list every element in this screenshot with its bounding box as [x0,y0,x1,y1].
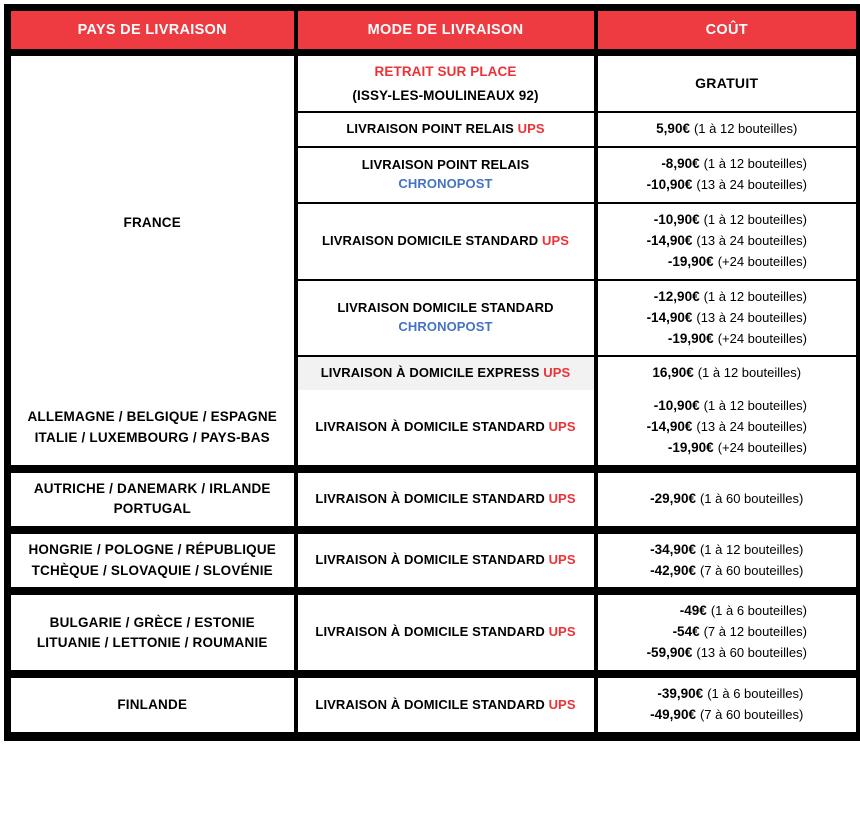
cell-country [8,53,296,391]
cost-tier [647,643,807,664]
cell-delivery-mode [296,530,596,592]
cost-tier-list [647,154,807,196]
cost-amount: -8,90€ [661,156,700,172]
cell-cost [596,203,860,280]
mode-label: LIVRAISON POINT RELAIS [361,157,530,173]
cost-value: GRATUIT [695,74,759,91]
country-line: ALLEMAGNE / BELGIQUE / ESPAGNE [27,409,278,425]
carrier-ups-label: UPS [517,121,545,137]
cost-quantity-range: (+24 bouteilles) [717,440,807,456]
table-row [8,591,860,674]
cost-tier [647,396,807,417]
cost-amount: -14,90€ [646,419,693,435]
mode-label: LIVRAISON DOMICILE STANDARD UPS [322,232,569,248]
cost-amount: -59,90€ [646,645,693,661]
cost-tier [647,622,807,643]
cost-tier [647,438,807,459]
cost-tier [647,417,807,438]
country-line: AUTRICHE / DANEMARK / IRLANDE [33,481,271,497]
country-line: FRANCE [123,215,181,231]
carrier-ups-label: UPS [548,624,576,640]
cost-tier [647,287,807,308]
cost-quantity-range: (7 à 60 bouteilles) [699,562,804,578]
table-row [8,530,860,592]
cost-tier [652,363,801,384]
cell-country [8,390,296,469]
cell-cost [596,469,860,530]
cell-cost [596,112,860,147]
cost-quantity-range: (13 à 24 bouteilles) [696,309,807,325]
carrier-chronopost-label: CHRONOPOST [398,319,493,335]
cost-tier [650,540,803,561]
cost-amount: -10,90€ [653,211,700,227]
cell-country [8,674,296,736]
cost-quantity-range: (1 à 12 bouteilles) [699,541,804,557]
table-body [8,53,860,737]
cost-quantity-range: (1 à 12 bouteilles) [703,398,807,414]
cost-tier [647,231,807,252]
cost-quantity-range: (13 à 24 bouteilles) [696,232,807,248]
mode-label: LIVRAISON À DOMICILE STANDARD UPS [315,490,576,506]
cost-tier-list [650,489,803,510]
mode-label: LIVRAISON À DOMICILE STANDARD UPS [315,624,576,640]
carrier-ups-label: UPS [543,365,571,381]
cell-delivery-mode [296,469,596,530]
cost-quantity-range: (1 à 12 bouteilles) [703,288,807,304]
cost-quantity-range: (1 à 6 bouteilles) [710,603,807,619]
country-line: ITALIE / LUXEMBOURG / PAYS-BAS [34,429,270,445]
cell-delivery-mode [296,53,596,113]
cost-amount: -49€ [679,603,707,619]
cell-cost [596,390,860,469]
table-row [8,390,860,469]
cost-tier [650,705,803,726]
pickup-address: (ISSY-LES-MOULINEAUX 92) [352,87,539,103]
cost-quantity-range: (13 à 60 bouteilles) [696,645,807,661]
cell-delivery-mode [296,356,596,390]
cell-cost [596,530,860,592]
cost-amount: -19,90€ [667,440,714,456]
cell-delivery-mode [296,203,596,280]
column-header-mode: MODE DE LIVRAISON [296,8,596,53]
cost-tier [650,684,803,705]
cost-amount: 16,90€ [652,365,694,381]
country-line: TCHÈQUE / SLOVAQUIE / SLOVÉNIE [31,562,273,578]
cost-amount: -54€ [672,624,700,640]
cost-amount: -19,90€ [667,253,714,269]
cost-quantity-range: (13 à 24 bouteilles) [696,419,807,435]
cost-tier [650,561,803,582]
column-header-country: PAYS DE LIVRAISON [8,8,296,53]
cost-tier-list [647,601,807,664]
cost-tier [647,210,807,231]
country-line: HONGRIE / POLOGNE / RÉPUBLIQUE [28,542,277,558]
cost-tier [647,601,807,622]
cost-quantity-range: (7 à 60 bouteilles) [699,707,804,723]
cost-tier-list [647,287,807,350]
cost-tier-list [650,540,803,582]
cost-quantity-range: (1 à 6 bouteilles) [707,686,804,702]
carrier-chronopost-label: CHRONOPOST [398,175,493,191]
cost-quantity-range: (+24 bouteilles) [717,253,807,269]
cost-quantity-range: (13 à 24 bouteilles) [696,176,807,192]
cell-cost [596,147,860,203]
table-row [8,469,860,530]
carrier-ups-label: UPS [548,490,576,506]
cost-tier-list [652,363,801,384]
column-header-cost: COÛT [596,8,860,53]
cost-quantity-range: (+24 bouteilles) [717,330,807,346]
cost-tier [647,329,807,350]
carrier-ups-label: UPS [548,419,576,435]
cost-tier [650,489,803,510]
cost-quantity-range: (1 à 60 bouteilles) [699,490,804,506]
cost-quantity-range: (1 à 12 bouteilles) [703,211,807,227]
cost-quantity-range: (7 à 12 bouteilles) [703,624,807,640]
cell-cost [596,356,860,390]
cost-amount: -14,90€ [646,309,693,325]
cell-delivery-mode [296,112,596,147]
header-row [8,8,860,53]
cell-country [8,591,296,674]
mode-label: LIVRAISON À DOMICILE EXPRESS UPS [320,365,571,381]
cost-tier-list [647,210,807,273]
cost-quantity-range: (1 à 12 bouteilles) [703,156,807,172]
cost-amount: -19,90€ [667,330,714,346]
cost-tier [647,308,807,329]
cell-cost [596,53,860,113]
cost-tier [647,154,807,175]
cell-delivery-mode [296,591,596,674]
mode-label: LIVRAISON À DOMICILE STANDARD UPS [315,552,576,568]
cost-tier-list [650,684,803,726]
shipping-rates-table [4,4,860,741]
cell-delivery-mode [296,280,596,357]
mode-label: LIVRAISON À DOMICILE STANDARD UPS [315,696,576,712]
carrier-ups-label: UPS [548,696,576,712]
country-line: PORTUGAL [113,501,191,517]
carrier-ups-label: UPS [541,232,569,248]
cost-tier [647,252,807,273]
cell-delivery-mode [296,390,596,469]
country-line: BULGARIE / GRÈCE / ESTONIE [49,614,255,630]
cost-tier-list [647,396,807,459]
cost-amount: -10,90€ [646,176,693,192]
cost-amount: 5,90€ [656,121,690,137]
cost-quantity-range: (1 à 12 bouteilles) [697,365,802,381]
table-header [8,8,860,53]
cell-delivery-mode [296,147,596,203]
cell-delivery-mode [296,674,596,736]
cost-amount: -42,90€ [650,562,696,578]
carrier-ups-label: UPS [548,552,576,568]
cost-amount: -10,90€ [653,398,700,414]
cost-amount: -39,90€ [657,686,704,702]
cost-amount: -14,90€ [646,232,693,248]
cost-tier [656,119,797,140]
mode-label: LIVRAISON POINT RELAIS UPS [346,121,545,137]
mode-label: LIVRAISON DOMICILE STANDARD [337,300,554,316]
table-row [8,53,860,113]
cost-tier [647,175,807,196]
country-line: LITUANIE / LETTONIE / ROUMANIE [36,634,268,650]
country-line: FINLANDE [117,697,188,713]
cost-quantity-range: (1 à 12 bouteilles) [693,121,798,137]
cost-amount: -12,90€ [653,288,700,304]
mode-label: LIVRAISON À DOMICILE STANDARD UPS [315,419,576,435]
cost-amount: -49,90€ [650,707,696,723]
cost-amount: -34,90€ [650,541,696,557]
pickup-title: RETRAIT SUR PLACE [374,64,517,79]
cell-country [8,469,296,530]
table-row [8,674,860,736]
cost-tier-list [656,119,797,140]
cell-country [8,530,296,592]
cost-amount: -29,90€ [650,490,696,506]
cell-cost [596,280,860,357]
cell-cost [596,591,860,674]
cell-cost [596,674,860,736]
